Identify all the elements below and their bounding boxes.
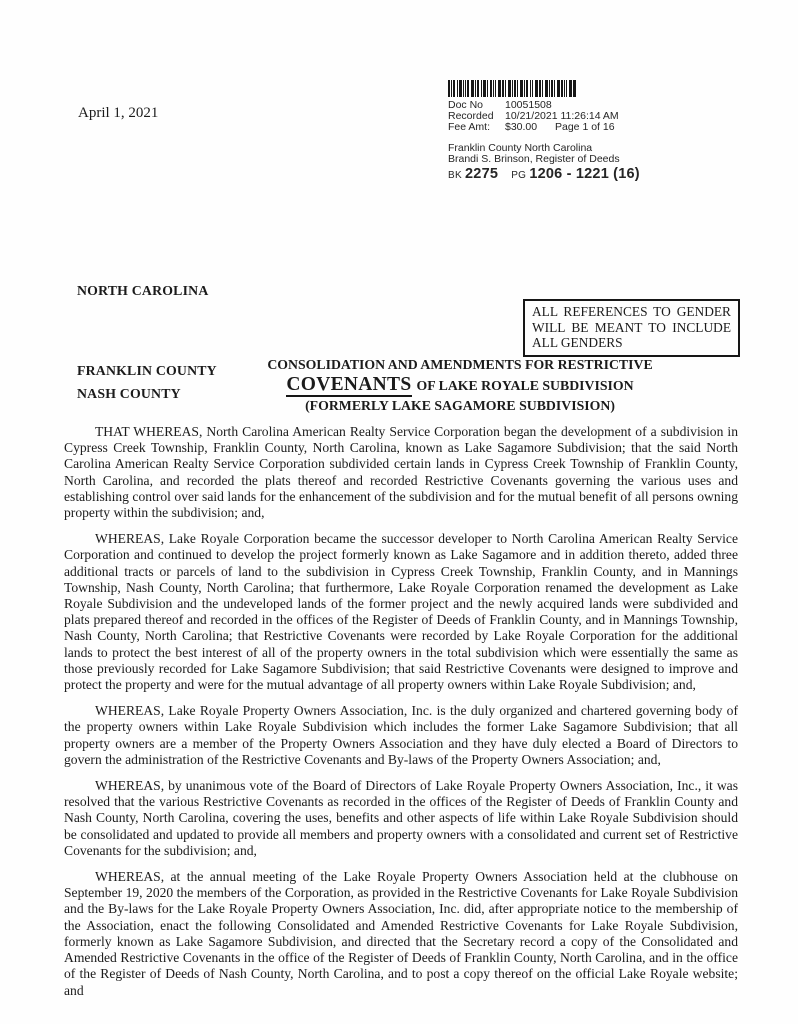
- paragraph-whereas-successor: WHEREAS, Lake Royale Corporation became the successor developer to North Carolina American Realty Service Corporation and continued to develop the project formerly known as Lake Sagamore and in addition thereto, added three additional tracts or parcels of land to the subdivision in Cypress Creek Township, Franklin County, and in Mannings Township, Nash County, North Carolina; that furthermore, Lake Royale Corporation renamed the development as Lake Royale Subdivision and the undeveloped lands of the former project and the newly acquired lands were subdivided and plats prepared thereof and recorded in the offices of the Register of Deeds of Franklin County, and in Mannings Township, Nash County, North Carolina; that Restrictive Covenants were recorded by Lake Royale Corporation for the additional lands to protect the best interest of all of the property owners in the total subdivision which were essentially the same as those previously recorded for Lake Sagamore Subdivision; that said Restrictive Covenants were designed to improve and protect the property and were for the mutual advantage of all property owners within Lake Royale Subdivision; and,: [64, 531, 738, 693]
- paragraph-whereas-board-vote: WHEREAS, by unanimous vote of the Board of Directors of Lake Royale Property Owners Association, Inc., it was resolved that the various Restrictive Covenants as recorded in the offices of the Register of Deeds of Franklin County and Nash County, North Carolina, covering the uses, benefits and other aspects of life within Lake Royale Subdivision should be consolidated and updated to provide all members and property owners with a consolidated and current set of Restrictive Covenants for the subdivision; and,: [64, 778, 738, 858]
- paragraph-whereas-annual-meeting: WHEREAS, at the annual meeting of the Lake Royale Property Owners Association held at the clubhouse on September 19, 2020 the members of the Corporation, as provided in the Restrictive Covenants for Lake Royale Subdivision and the By-laws for the Lake Royale Property Owners Association, Inc. did, after appropriate notice to the membership of the Association, enact the following Consolidated and Amended Restrictive Covenants for Lake Royale Subdivision, formerly known as Lake Sagamore Subdivision, and directed that the Secretary record a copy of the Consolidated and Amended Restrictive Covenants in the office of the Register of Deeds of Franklin County, North Carolina, and in the office of the Register of Deeds of Nash County, North Carolina, and to post a copy thereof on the official Lake Royale website; and: [64, 869, 738, 998]
- stamp-agency: [448, 143, 678, 165]
- paragraph-that-whereas: THAT WHEREAS, North Carolina American Realty Service Corporation began the development of a subdivision in Cypress Creek Township, Franklin County, North Carolina, known as Lake Sagamore Subdivision; that the said North Carolina American Realty Service Corporation subdivided certain lands in Cypress Creek Township of Franklin County, North Carolina, and recorded the plats thereof and recorded Restrictive Covenants governing the various uses and establishing control over said lands for the enhancement of the subdivision and for the mutual benefit of all persons owning property within the subdivision; and,: [64, 424, 738, 521]
- county-list: [77, 359, 217, 405]
- page-info: Page 1 of 16: [555, 121, 615, 134]
- barcode-icon: [448, 80, 576, 97]
- title-line2-rest: OF LAKE ROYALE SUBDIVISION: [416, 378, 634, 393]
- gender-notice-box: ALL REFERENCES TO GENDER WILL BE MEANT TO INCLUDE ALL GENDERS: [523, 299, 740, 357]
- county-franklin: FRANKLIN COUNTY: [77, 363, 217, 378]
- fee-label: Fee Amt:: [448, 121, 491, 134]
- recorded-label: Recorded: [448, 110, 494, 123]
- document-body: [64, 424, 738, 1009]
- title-covenants-emphasis: COVENANTS: [286, 374, 412, 395]
- register-line: Brandi S. Brinson, Register of Deeds: [448, 152, 620, 165]
- bk-value: 2275: [465, 166, 499, 183]
- bk-label: BK: [448, 170, 462, 182]
- title-line1: CONSOLIDATION AND AMENDMENTS FOR RESTRICTIVE: [267, 357, 653, 372]
- title-line3: (FORMERLY LAKE SAGAMORE SUBDIVISION): [305, 398, 615, 413]
- title-line2: [235, 374, 685, 396]
- state-heading: NORTH CAROLINA: [77, 283, 209, 298]
- book-page-line: [448, 166, 678, 183]
- stamp-fee: [448, 122, 678, 133]
- document-title: [235, 357, 685, 414]
- pg-label: PG: [511, 170, 527, 182]
- document-date: April 1, 2021: [78, 105, 159, 121]
- pg-value: 1206 - 1221 (16): [529, 166, 640, 183]
- doc-no-label: Doc No: [448, 99, 484, 111]
- fee-value: $30.00: [505, 121, 538, 134]
- paragraph-whereas-association: WHEREAS, Lake Royale Property Owners Association, Inc. is the duly organized and chartered governing body of the property owners within Lake Royale Subdivision which includes the former Lake Sagamore Subdivision; that all property owners are a member of the Property Owners Association and they have duly elected a Board of Directors to govern the administration of the Restrictive Covenants and By-laws of the Property Owners Association; and,: [64, 703, 738, 767]
- recorded-value: 10/21/2021 11:26:14 AM: [505, 110, 619, 123]
- county-nash: NASH COUNTY: [77, 386, 181, 401]
- county-line: Franklin County North Carolina: [448, 141, 593, 154]
- doc-no-value: 10051508: [505, 99, 552, 111]
- recording-stamp: [448, 80, 678, 181]
